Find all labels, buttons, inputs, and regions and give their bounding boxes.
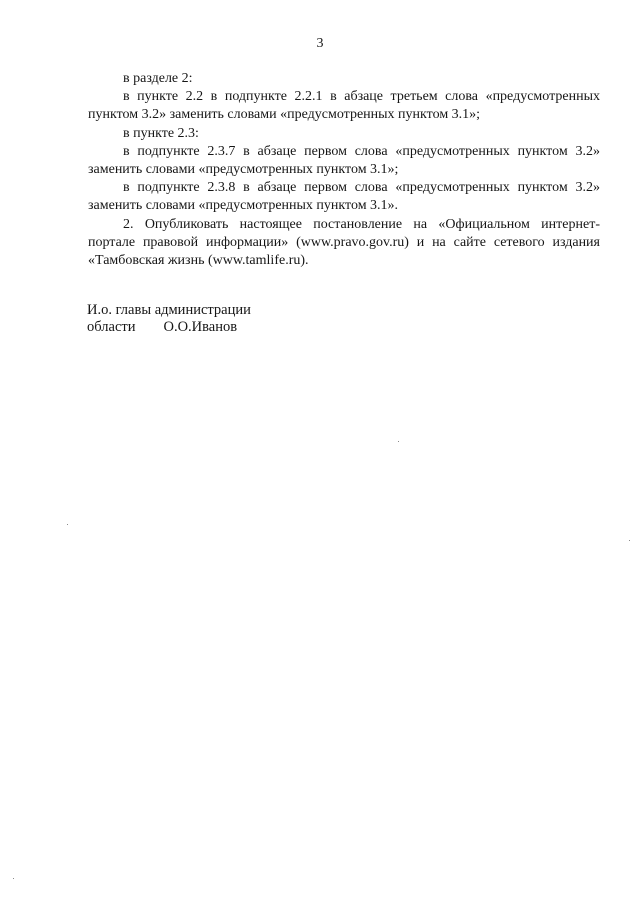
scan-speck (13, 878, 14, 879)
paragraph-section-2: в разделе 2: (123, 71, 193, 86)
signatory-name: О.О.Иванов (163, 319, 238, 335)
paragraph-item-2-3: в пункте 2.3: (123, 125, 199, 141)
document-body (88, 70, 600, 270)
scan-speck (629, 540, 630, 541)
paragraph-publication: 2. Опубликовать настоящее постановление на «Официальном интернет-портале правовой информации» (www.pravo.gov.ru) и на сайте сетевого издания «Тамбовская жизнь (www.tamlife.ru). (88, 216, 600, 269)
signatory-region: области (87, 319, 136, 335)
page-number: 3 (316, 36, 324, 51)
scan-speck (398, 441, 399, 442)
signatory-line (87, 319, 347, 336)
paragraph-subitem-2-3-8: в подпункте 2.3.8 в абзаце первом слова «предусмотренных пунктом 3.2» заменить словами «предусмотренных пунктом 3.1». (88, 180, 600, 214)
signatory-title: И.о. главы администрации (87, 302, 251, 318)
scan-speck (67, 524, 68, 525)
paragraph-subitem-2-3-7: в подпункте 2.3.7 в абзаце первом слова «предусмотренных пунктом 3.2» заменить словами «предусмотренных пунктом 3.1»; (88, 143, 600, 178)
paragraph-item-2-2: в пункте 2.2 в подпункте 2.2.1 в абзаце третьем слова «предусмотренных пунктом 3.2» заменить словами «предусмотренных пунктом 3.1»; (88, 89, 600, 123)
signature-block (87, 302, 347, 336)
